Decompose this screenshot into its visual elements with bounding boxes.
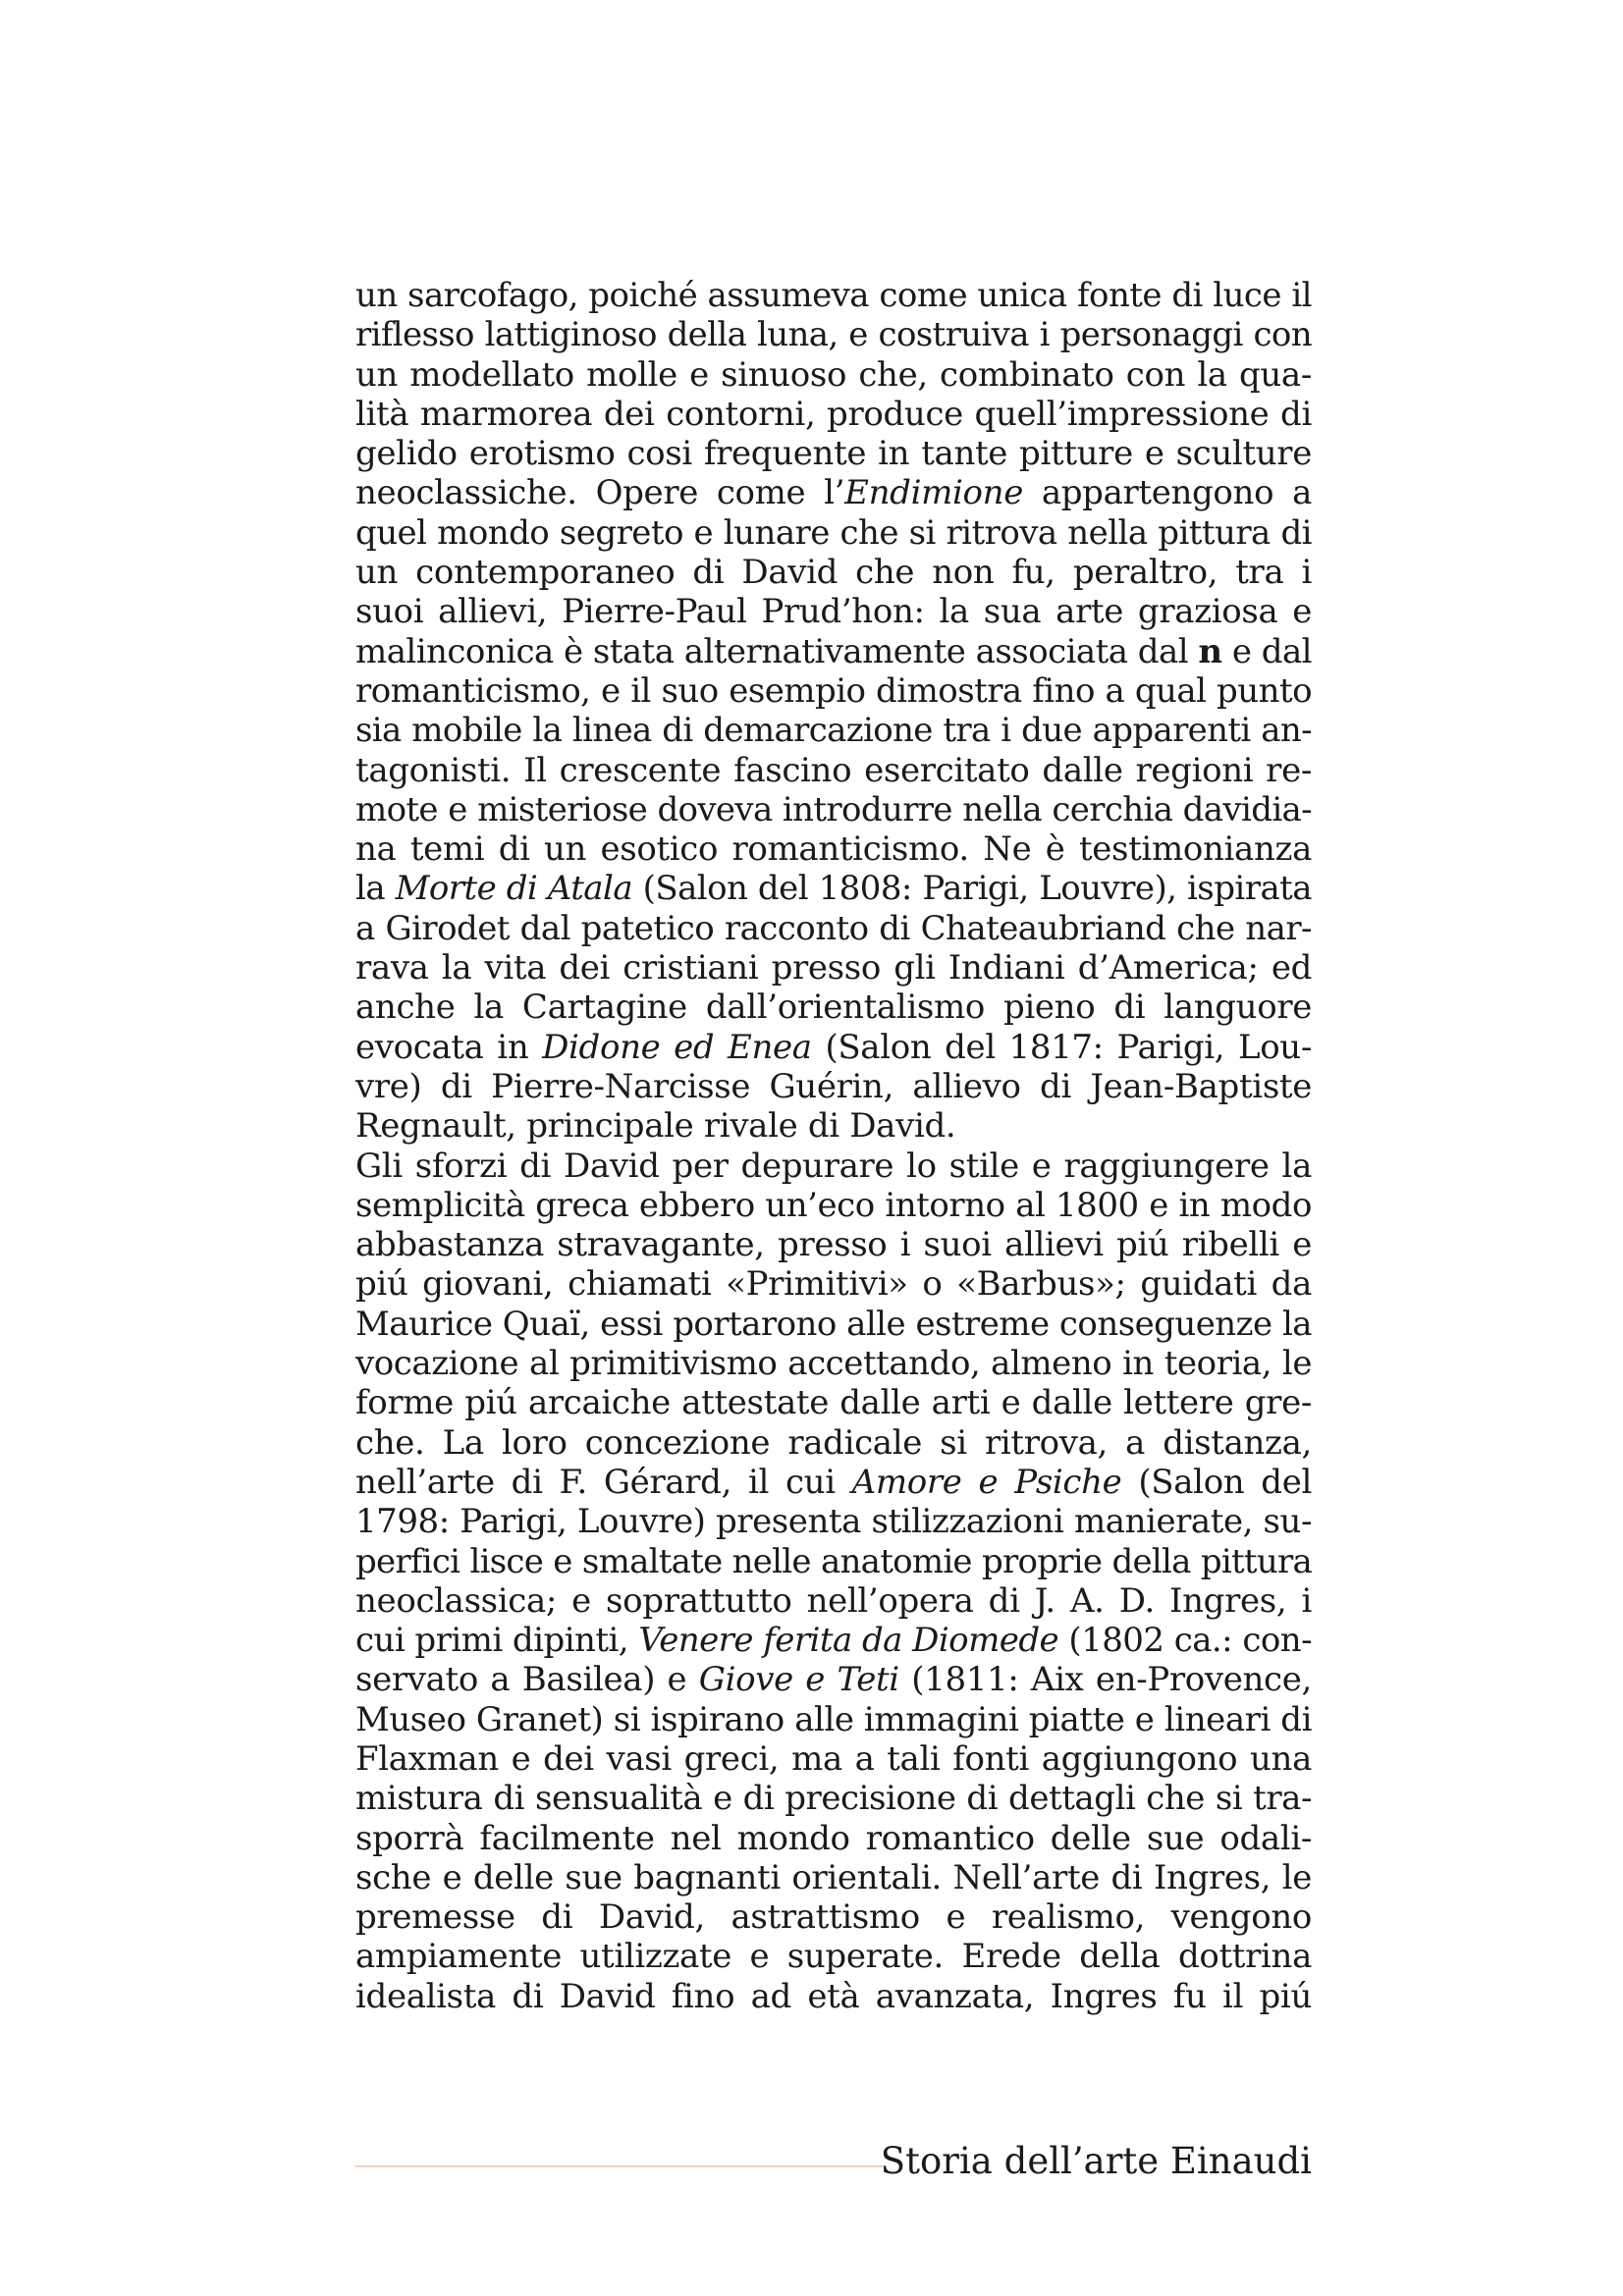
text-line-before: neoclassiche. Opere come l’ (355, 473, 845, 513)
text-line-content: che. La loro concezione radicale si ritrova, a distanza, (355, 1422, 1312, 1463)
text-line-content: suoi allievi, Pierre-Paul Prud’hon: la sua arte graziosa e (355, 592, 1312, 632)
text-line-before: malinconica è stata alternativamente associata dal (355, 631, 1199, 671)
text-line (355, 909, 1312, 948)
text-line-content: quel mondo segreto e lunare che si ritrova nella pittura di (355, 512, 1312, 553)
text-line-content: idealista di David fino ad età avanzata, Ingres fu il piú (355, 1976, 1312, 2016)
text-line-content: forme piú arcaiche attestate dalle arti e dalle lettere gre- (355, 1383, 1312, 1423)
text-line-content: sia mobile la linea di demarcazione tra i due apparenti an- (355, 711, 1312, 751)
text-line-content: Flaxman e dei vasi greci, ma a tali fonti aggiungono una (355, 1738, 1312, 1779)
text-line (355, 1858, 1312, 1897)
text-line-content: perfici lisce e smaltate nelle anatomie proprie della pittura (355, 1541, 1312, 1581)
text-line-content: 1798: Parigi, Louvre) presenta stilizzazioni manierate, su- (355, 1502, 1312, 1542)
footer-title: Storia dell’arte Einaudi (880, 2140, 1312, 2182)
text-line-after: e dal (1221, 631, 1312, 671)
text-line-content: lità marmorea dei contorni, produce quell’impressione di (355, 394, 1312, 434)
body-text (355, 276, 1312, 2016)
text-line (355, 1067, 1312, 1106)
text-line (355, 592, 1312, 631)
text-line-content: premesse di David, astrattismo e realismo, vengono (355, 1897, 1312, 1938)
text-line-after: (Salon del (1121, 1462, 1312, 1502)
text-line-content: mistura di sensualità e di precisione di dettagli che si tra- (355, 1779, 1312, 1819)
text-line (355, 315, 1312, 354)
text-line-content: na temi di un esotico romanticismo. Ne è testimonianza (355, 829, 1312, 870)
text-line-content: anche la Cartagine dall’orientalismo pieno di languore (355, 988, 1312, 1028)
text-line-content: Museo Granet) si ispirano alle immagini piatte e lineari di (355, 1699, 1312, 1739)
text-line (355, 1542, 1312, 1581)
artwork-title: Giove e Teti (698, 1660, 899, 1700)
text-line (355, 1621, 1312, 1660)
text-line (355, 988, 1312, 1027)
text-line (355, 1977, 1312, 2016)
text-line (355, 1383, 1312, 1422)
text-line-after: appartengono a (1022, 473, 1312, 513)
text-line-content: piú giovani, chiamati «Primitivi» o «Barbus»; guidati da (355, 1264, 1312, 1305)
text-line-content: semplicità greca ebbero un’eco intorno al 1800 e in modo (355, 1185, 1312, 1225)
text-line (355, 1344, 1312, 1383)
text-line-content: Regnault, principale rivale di David. (355, 1106, 956, 1147)
text-line (355, 473, 1312, 512)
text-line (355, 1700, 1312, 1739)
text-line-before: la (355, 869, 396, 909)
text-line (355, 869, 1312, 908)
text-line-before: evocata in (355, 1027, 543, 1067)
text-line (355, 790, 1312, 829)
text-line (355, 513, 1312, 553)
text-line (355, 711, 1312, 750)
text-line-content: abbastanza stravagante, presso i suoi allievi piú ribelli e (355, 1225, 1312, 1265)
text-line (355, 1937, 1312, 1976)
text-line (355, 1502, 1312, 1541)
text-line-content: sporrà facilmente nel mondo romantico delle sue odali- (355, 1818, 1312, 1858)
bold-marker: n (1198, 631, 1222, 671)
text-line-content: sche e delle sue bagnanti orientali. Nell’arte di Ingres, le (355, 1857, 1312, 1897)
text-line-content: rava la vita dei cristiani presso gli Indiani d’America; ed (355, 948, 1312, 988)
text-line (355, 355, 1312, 395)
text-line-content: ampiamente utilizzate e superate. Erede della dottrina (355, 1937, 1312, 1977)
artwork-title: Morte di Atala (395, 869, 633, 909)
text-line (355, 829, 1312, 869)
text-line (355, 1264, 1312, 1304)
text-line-after: (Salon del 1817: Parigi, Lou- (811, 1027, 1312, 1067)
text-line (355, 1147, 1312, 1186)
text-line (355, 395, 1312, 434)
footer-rule (355, 2165, 886, 2167)
artwork-title: Endimione (844, 473, 1023, 513)
text-line (355, 751, 1312, 790)
text-line-content: Maurice Quaï, essi portarono alle estreme conseguenze la (355, 1304, 1312, 1344)
text-line (355, 1897, 1312, 1937)
text-line-before: nell’arte di F. Gérard, il cui (355, 1462, 852, 1502)
text-line (355, 1028, 1312, 1067)
text-line (355, 1305, 1312, 1344)
text-line-content: a Girodet dal patetico racconto di Chateaubriand che nar- (355, 908, 1312, 948)
text-line (355, 948, 1312, 988)
text-line-after: (Salon del 1808: Parigi, Louvre), ispirata (632, 869, 1312, 909)
text-line-after: (1811: Aix en-Provence, (898, 1660, 1312, 1700)
text-line-content: Gli sforzi di David per depurare lo stile e raggiungere la (355, 1146, 1312, 1186)
text-line-content: mote e misteriose doveva introdurre nella cerchia davidia- (355, 789, 1312, 829)
text-line-content: tagonisti. Il crescente fascino esercitato dalle regioni re- (355, 750, 1312, 790)
text-line-content: un modellato molle e sinuoso che, combinato con la qua- (355, 354, 1312, 395)
text-line (355, 1739, 1312, 1779)
text-line (355, 1660, 1312, 1699)
artwork-title: Venere ferita da Diomede (638, 1621, 1059, 1661)
artwork-title: Amore e Psiche (851, 1462, 1122, 1502)
text-line-content: neoclassica; e soprattutto nell’opera di J. A. D. Ingres, i (355, 1580, 1312, 1621)
text-line-content: vocazione al primitivismo accettando, almeno in teoria, le (355, 1344, 1312, 1384)
text-line-content: romanticismo, e il suo esempio dimostra fino a qual punto (355, 670, 1312, 711)
artwork-title: Didone ed Enea (542, 1027, 812, 1067)
text-line (355, 434, 1312, 473)
text-line (355, 1423, 1312, 1463)
text-line (355, 276, 1312, 315)
text-line (355, 553, 1312, 592)
text-line (355, 632, 1312, 671)
text-line-content: vre) di Pierre-Narcisse Guérin, allievo di Jean-Baptiste (355, 1066, 1312, 1106)
text-line (355, 1819, 1312, 1858)
text-line-before: servato a Basilea) e (355, 1660, 699, 1700)
text-line-content: riflesso lattiginoso della luna, e costruiva i personaggi con (355, 315, 1312, 355)
text-line (355, 1225, 1312, 1264)
text-line (355, 671, 1312, 711)
text-line-content: un contemporaneo di David che non fu, peraltro, tra i (355, 553, 1312, 593)
text-line-content: un sarcofago, poiché assumeva come unica fonte di luce il (355, 276, 1312, 315)
text-line (355, 1779, 1312, 1818)
text-line (355, 1581, 1312, 1621)
text-line-content: gelido erotismo cosi frequente in tante pitture e sculture (355, 434, 1312, 474)
text-line (355, 1186, 1312, 1225)
text-line-before: cui primi dipinti, (355, 1621, 639, 1661)
text-line (355, 1106, 1312, 1146)
text-line (355, 1463, 1312, 1502)
text-line-after: (1802 ca.: con- (1058, 1621, 1313, 1661)
